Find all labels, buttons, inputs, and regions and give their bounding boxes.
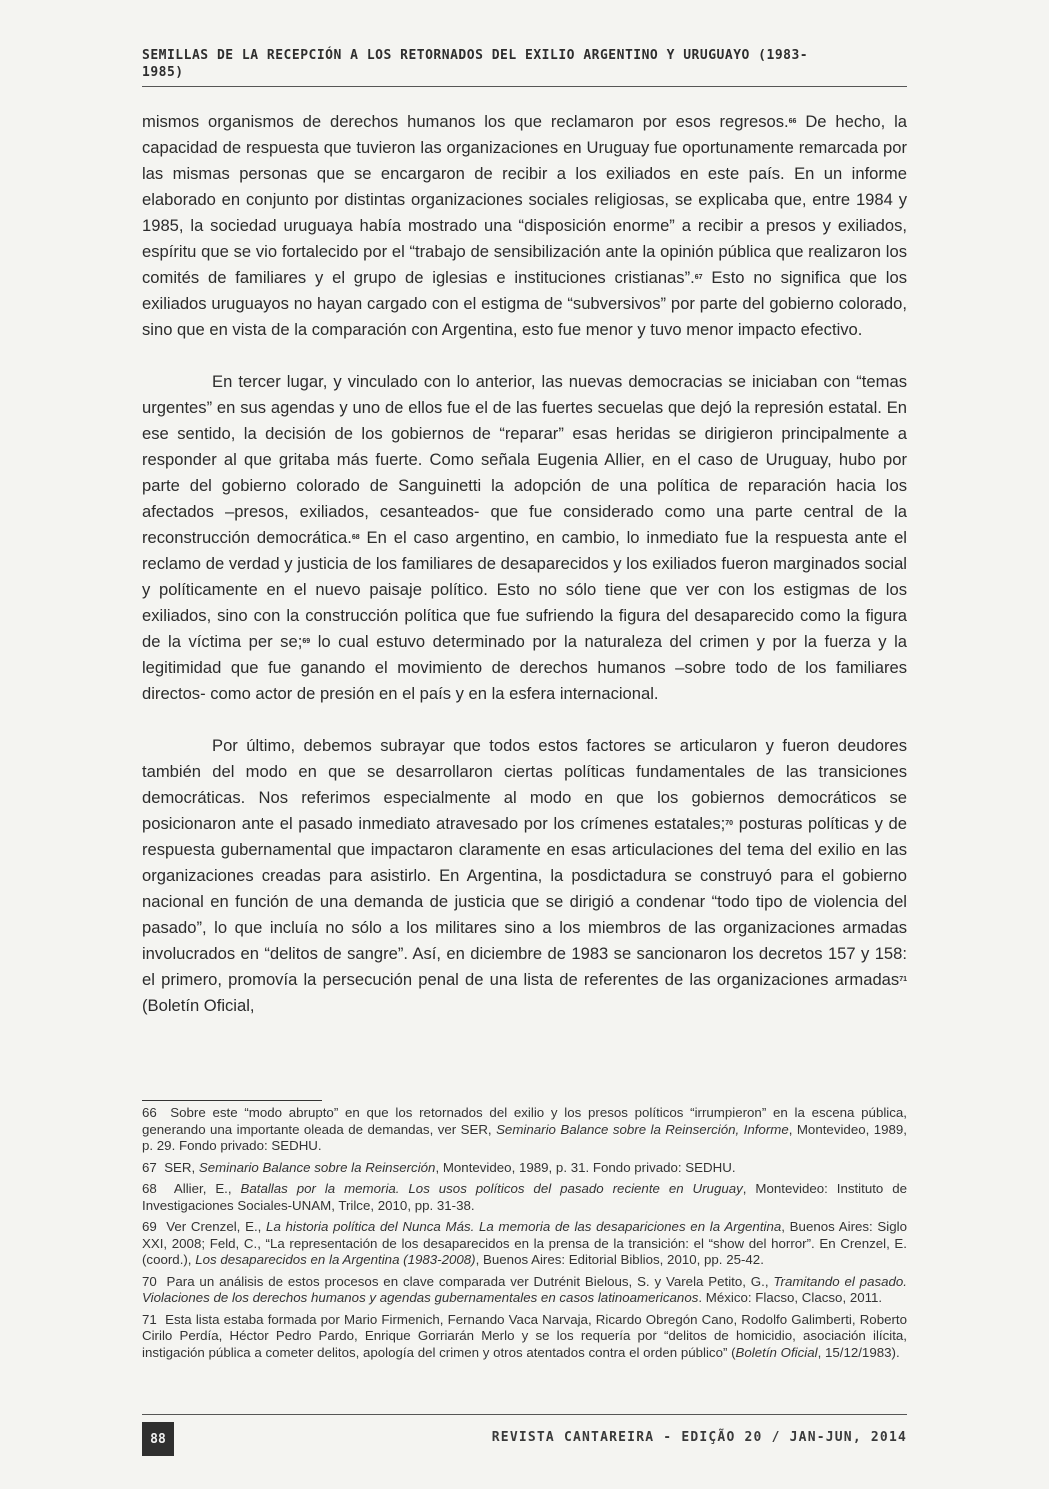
footnote-text: , Buenos Aires: Editorial Biblios, 2010, pp. 25-42. <box>475 1252 764 1267</box>
paragraph-text: lo cual estuvo determinado por la naturaleza del crimen y por la fuerza y la legitimidad que fue ganando el movimiento de derechos humanos –sobre todo de los familiares directos- como actor de presión en el país y en la esfera internacional. <box>142 632 907 703</box>
footnote-ref-68[interactable]: 68 <box>351 534 360 541</box>
footnote-title: Seminario Balance sobre la Reinserción <box>198 1159 436 1175</box>
footnote-number: 68 <box>142 1181 157 1196</box>
footnote-number: 67 <box>142 1159 157 1175</box>
footnote-text: Esta lista estaba formada por Mario Firmenich, Fernando Vaca Narvaja, Ricardo Obregón Cano, Rodolfo Galimberti, Roberto Cirilo Perdía, Héctor Pedro Pardo, Enrique Gorriarán Merlo y se los requería por “delitos de homicidio, asociación ilícita, instigación pública a cometer delitos, apología del crimen y otros atentados contra el orden público” ( <box>142 1311 907 1360</box>
footnote-66 <box>142 1105 907 1155</box>
paragraph-text: En el caso argentino, en cambio, lo inmediato fue la respuesta ante el reclamo de verdad y justicia de los familiares de desaparecidos y los exiliados fueron marginados social y políticamente en el nuevo paisaje político. Esto no sólo tiene que ver con los estigmas de los exiliados, sino con la construcción política que fue sufriendo la figura del desaparecido como la figura de la víctima per se; <box>142 528 907 651</box>
paragraph-text: De hecho, la capacidad de respuesta que tuvieron las organizaciones en Uruguay fue oportunamente remarcada por las mismas personas que se encargaron de recibir a los exiliados en este país. En un informe elaborado en conjunto por distintas organizaciones sociales religiosas, se explicaba que, entre 1984 y 1985, la sociedad uruguaya había mostrado una “disposición enorme” a recibir a presos y exiliados, espíritu que se vio fortalecido por el “trabajo de sensibilización ante la opinión pública que realizaron los comités de familiares y el grupo de iglesias e instituciones cristianas”. <box>142 112 907 287</box>
footnote-text: Allier, E., <box>173 1181 241 1196</box>
footnote-ref-71[interactable]: 71 <box>899 976 907 983</box>
article-body <box>142 109 907 1019</box>
paragraph-text: En tercer lugar, y vinculado con lo anterior, las nuevas democracias se iniciaban con “temas urgentes” en sus agendas y uno de ellos fue el de las fuertes secuelas que dejó la represión estatal. En ese sentido, la decisión de los gobiernos de “reparar” esas heridas se dirigieron principalmente a responder al que gritaba más fuerte. Como señala Eugenia Allier, en el caso de Uruguay, hubo por parte del gobierno colorado de Sanguinetti la adopción de una política de reparación hacia los afectados –presos, exiliados, cesanteados- que fue considerado como una parte central de la reconstrucción democrática. <box>142 372 907 547</box>
footnote-ref-69[interactable]: 69 <box>302 638 311 645</box>
paragraph-1 <box>142 109 907 343</box>
footer-divider <box>142 1414 907 1415</box>
paragraph-text: (Boletín Oficial, <box>142 996 255 1015</box>
footnote-title: Los desaparecidos en la Argentina (1983-2008) <box>195 1252 476 1267</box>
header-divider <box>142 86 907 87</box>
footnotes <box>142 1105 907 1366</box>
footnote-text: , Montevideo, 1989, p. 31. Fondo privado: SEDHU. <box>435 1159 736 1175</box>
footnote-text: Para un análisis de estos procesos en clave comparada ver Dutrénit Bielous, S. y Varela Petito, G., <box>166 1273 774 1289</box>
footnote-ref-70[interactable]: 70 <box>725 820 734 827</box>
footnote-68 <box>142 1181 907 1214</box>
footnote-text: , Montevideo: Instituto de Investigaciones Sociales-UNAM, Trilce, 2010, pp. 31-38. <box>142 1181 908 1213</box>
footnote-text: SER, <box>164 1159 199 1175</box>
footnote-70 <box>142 1274 907 1307</box>
paragraph-2 <box>142 369 907 707</box>
footnote-text: . México: Flacso, Clacso, 2011. <box>698 1290 883 1305</box>
footnote-text: Ver Crenzel, E., <box>166 1219 267 1234</box>
footnote-number: 71 <box>142 1311 157 1327</box>
paragraph-text: Esto no significa que los exiliados uruguayos no hayan cargado con el estigma de “subversivos” por parte del gobierno colorado, sino que en vista de la comparación con Argentina, esto fue menor y tuvo menor impacto efectivo. <box>142 268 908 339</box>
footnote-number: 66 <box>142 1105 157 1120</box>
footnote-divider <box>142 1100 322 1101</box>
paragraph-text: Por último, debemos subrayar que todos estos factores se articularon y fueron deudores también del modo en que se desarrollaron ciertas políticas fundamentales de las transiciones democráticas. Nos referimos especialmente al modo en que los gobiernos democráticos se posicionaron ante el pasado inmediato atravesado por los crímenes estatales; <box>142 736 907 833</box>
footnote-69 <box>142 1219 907 1269</box>
footnote-text: , Buenos Aires: Siglo XXI, 2008; Feld, C., “La representación de los desaparecidos en la prensa de la transición: el “show del horror”. En Crenzel, E. (coord.), <box>142 1219 908 1267</box>
paragraph-text: posturas políticas y de respuesta gubernamental que impactaron claramente en esas articulaciones del tema del exilio en las organizaciones creadas para asistirlo. En Argentina, la posdictadura se construyó para el gobierno nacional en función de una demanda de justicia que se dirigió a condenar “todo tipo de violencia del pasado”, lo que incluía no sólo a los militares sino a los miembros de las organizaciones armadas involucrados en “delitos de sangre”. Así, en diciembre de 1983 se sancionaron los decretos 157 y 158: el primero, promovía la persecución penal de una lista de referentes de las organizaciones armadas <box>142 814 908 989</box>
footnote-ref-67[interactable]: 67 <box>694 274 703 281</box>
paragraph-text: mismos organismos de derechos humanos los que reclamaron por esos regresos. <box>142 112 789 131</box>
journal-name: REVISTA CANTAREIRA - EDIÇÃO 20 / JAN-JUN, 2014 <box>491 1430 907 1445</box>
footnote-title: Batallas por la memoria. Los usos políticos del pasado reciente en Uruguay <box>240 1181 743 1196</box>
footnote-title: Seminario Balance sobre la Reinserción, Informe <box>496 1121 789 1137</box>
footnote-text: , 15/12/1983). <box>817 1344 900 1360</box>
footnote-title: Boletín Oficial <box>735 1344 818 1360</box>
footnote-71 <box>142 1312 907 1362</box>
running-header-title: SEMILLAS DE LA RECEPCIÓN A LOS RETORNADOS DEL EXILIO ARGENTINO Y URUGUAYO (1983-1985) <box>142 48 809 80</box>
footnote-title: La historia política del Nunca Más. La memoria de las desapariciones en la Argentina <box>266 1219 782 1234</box>
footnote-text: , Montevideo, 1989, p. 29. Fondo privado: SEDHU. <box>142 1121 908 1153</box>
footnote-67 <box>142 1160 907 1177</box>
page-number: 88 <box>142 1422 174 1456</box>
footnote-number: 69 <box>142 1219 157 1234</box>
footnote-title: Tramitando el pasado. Violaciones de los derechos humanos y agendas gubernamentales en casos latinoamericanos <box>142 1273 907 1305</box>
paragraph-3 <box>142 733 907 1019</box>
footnote-text: Sobre este “modo abrupto” en que los retornados del exilio y los presos políticos “irrumpieron” en la escena pública, generando una importante oleada de demandas, ver SER, <box>142 1105 907 1137</box>
footnote-ref-66[interactable]: 66 <box>788 118 797 125</box>
footnote-number: 70 <box>142 1273 157 1289</box>
